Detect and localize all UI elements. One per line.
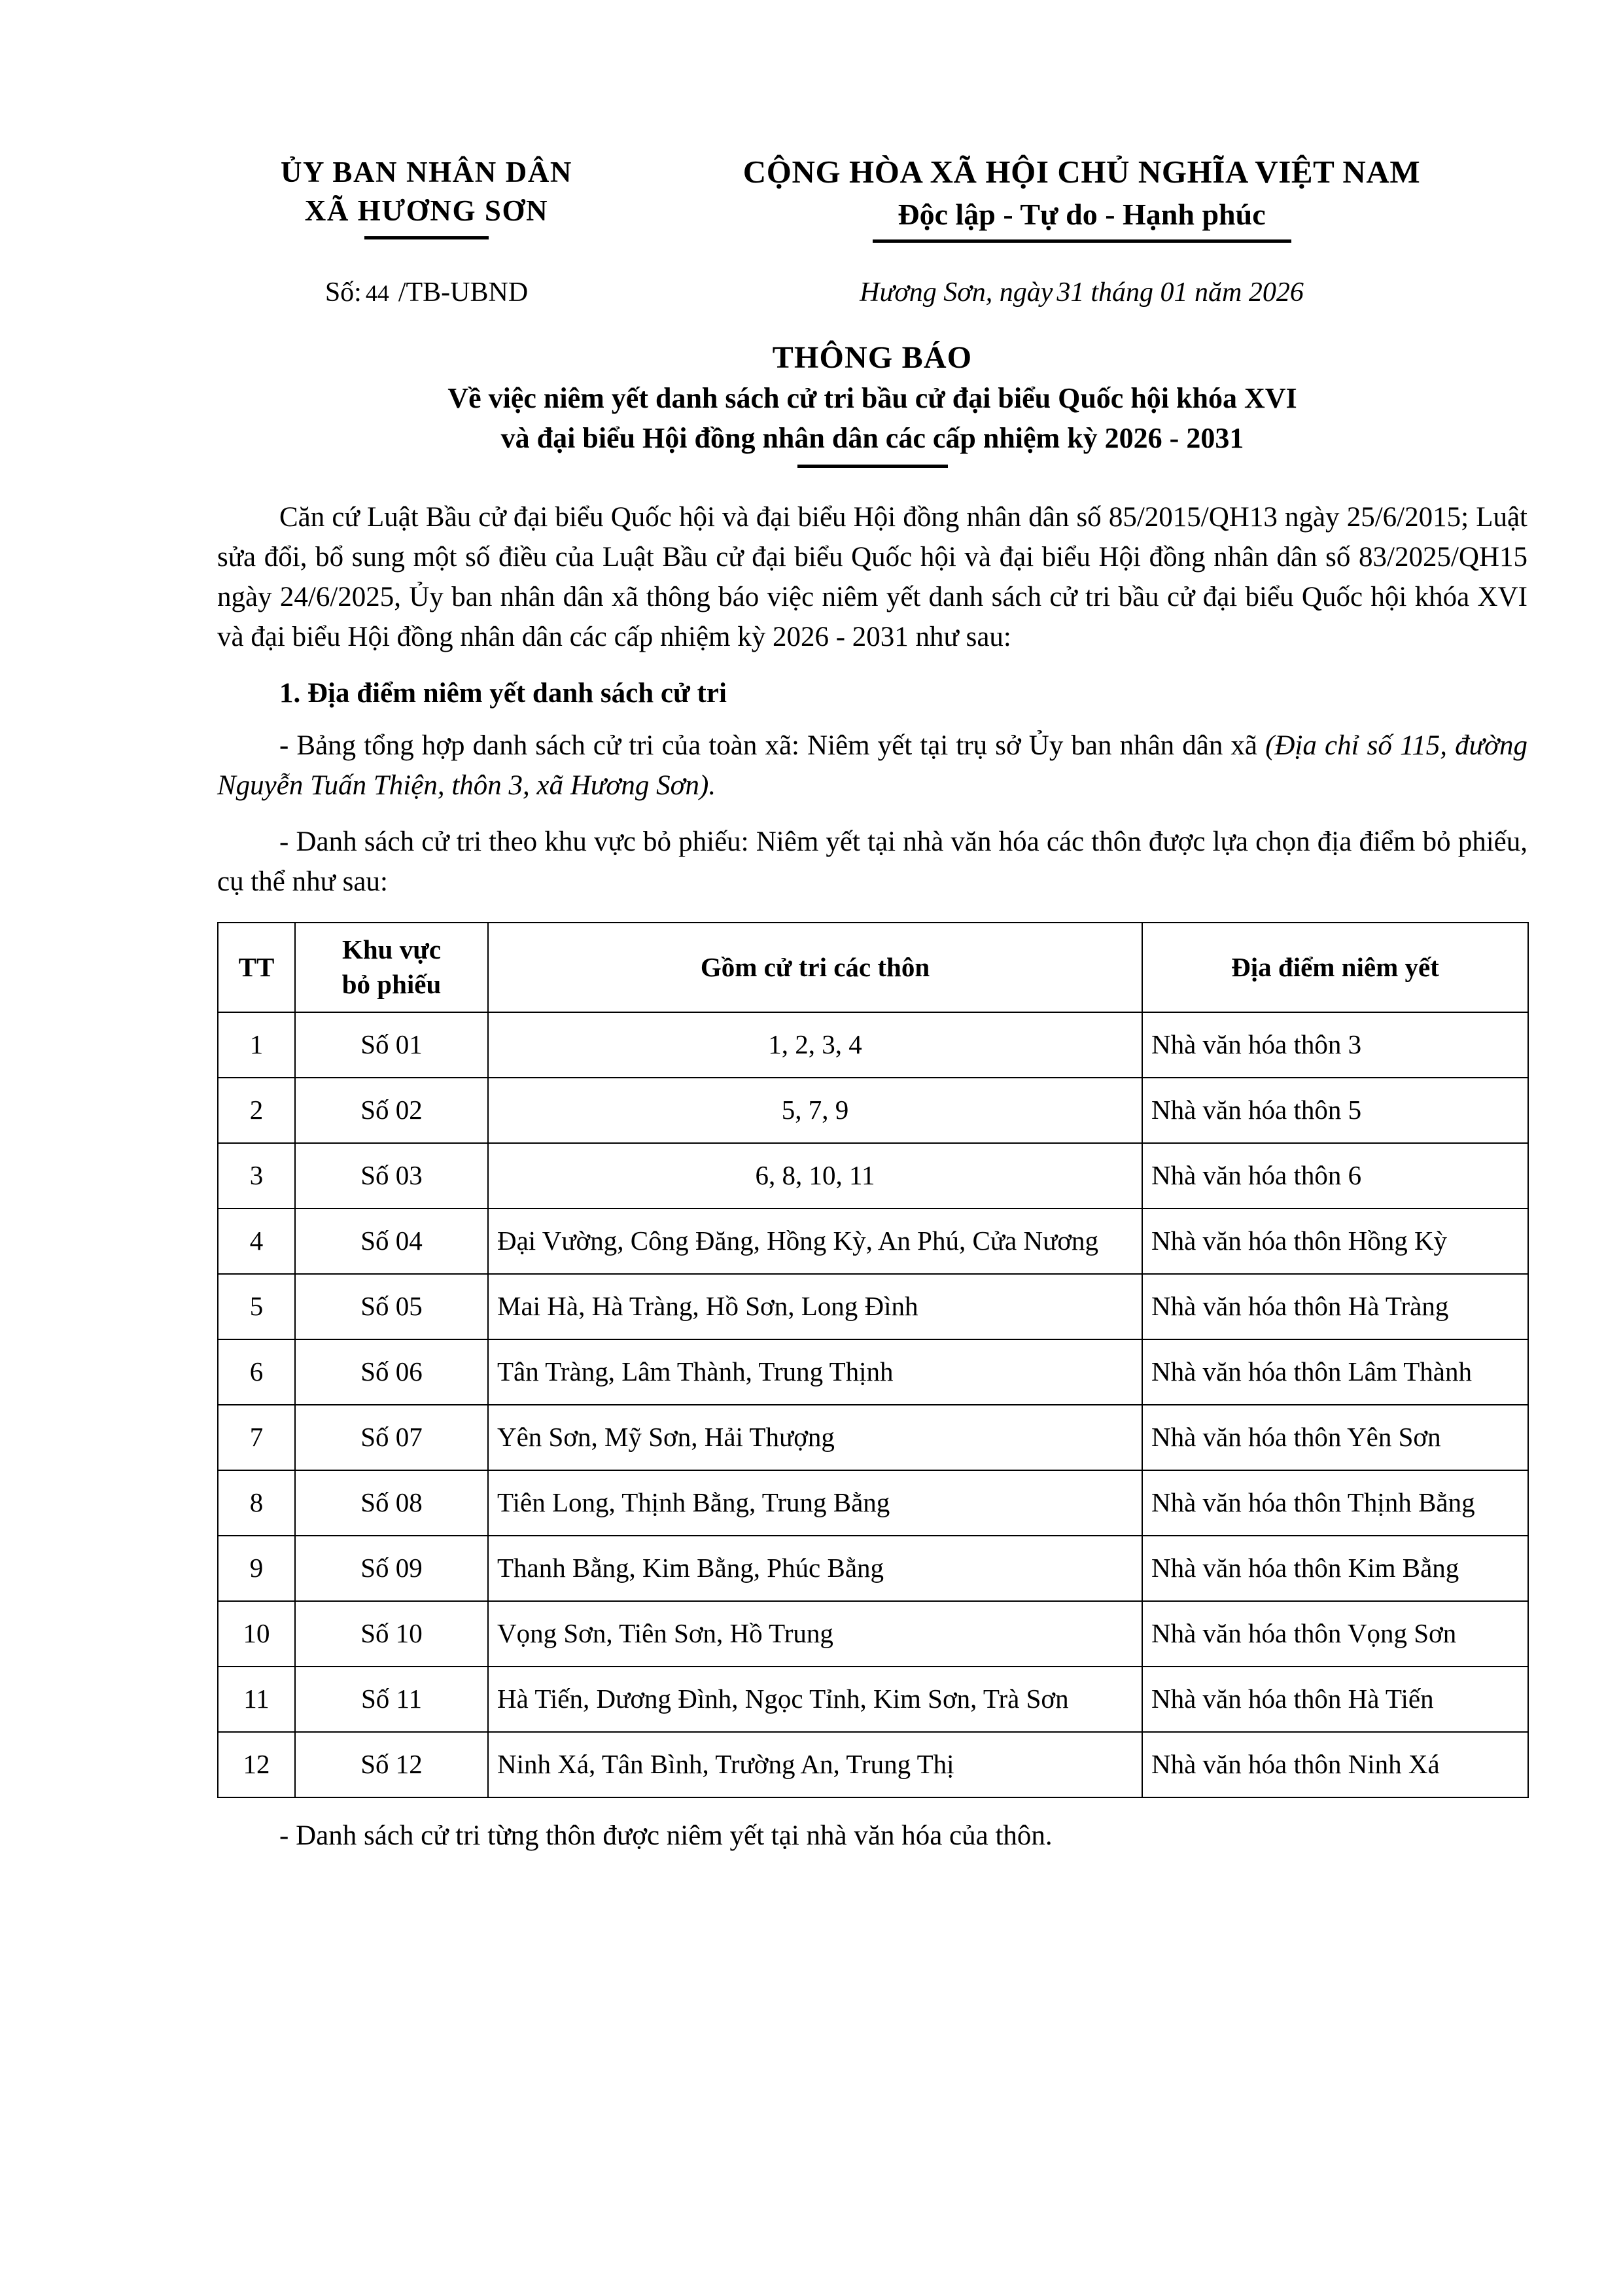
number-date-row [217,277,1527,308]
cell-voting-area: Số 08 [295,1470,488,1536]
table-row [218,1339,1528,1405]
document-number-prefix: Số: [324,277,362,308]
cell-villages: Tân Tràng, Lâm Thành, Trung Thịnh [488,1339,1142,1405]
cell-villages: Mai Hà, Hà Tràng, Hồ Sơn, Long Đình [488,1274,1142,1339]
cell-voting-area: Số 12 [295,1732,488,1797]
cell-tt: 8 [218,1470,295,1536]
cell-voting-area: Số 10 [295,1601,488,1667]
national-heading-block [636,152,1527,243]
closing-note: - Danh sách cử tri từng thôn được niêm yết tại nhà văn hóa của thôn. [279,1820,1053,1851]
cell-villages: Thanh Bằng, Kim Bằng, Phúc Bằng [488,1536,1142,1601]
issuing-authority-block [217,152,636,239]
cell-villages: 6, 8, 10, 11 [488,1143,1142,1209]
cell-tt: 6 [218,1339,295,1405]
bullet-item-commune-list [217,726,1527,806]
cell-villages: Yên Sơn, Mỹ Sơn, Hải Thượng [488,1405,1142,1470]
national-motto: Độc lập - Tự do - Hạnh phúc [898,197,1266,231]
cell-villages: 1, 2, 3, 4 [488,1012,1142,1078]
bullet-item-commune-address: (Địa chỉ số 115, đường Nguyễn Tuấn Thiện, thôn 3, xã Hương Sơn). [217,730,1527,801]
document-day-value: 31 [1056,277,1085,308]
document-title-block [217,338,1527,468]
cell-voting-area: Số 04 [295,1209,488,1274]
cell-villages: Tiên Long, Thịnh Bằng, Trung Bằng [488,1470,1142,1536]
document-date-suffix: tháng 01 năm 2026 [1091,277,1304,308]
cell-tt: 5 [218,1274,295,1339]
cell-villages: Đại Vường, Công Đăng, Hồng Kỳ, An Phú, Cửa Nương [488,1209,1142,1274]
cell-posting-location: Nhà văn hóa thôn Thịnh Bằng [1142,1470,1528,1536]
bullet-item-commune-text: Bảng tổng hợp danh sách cử tri của toàn xã: Niêm yết tại trụ sở Ủy ban nhân dân xã [288,730,1266,761]
cell-posting-location: Nhà văn hóa thôn Ninh Xá [1142,1732,1528,1797]
table-body [218,1012,1528,1797]
column-header-tt: TT [218,923,295,1012]
document-content [217,152,1527,1856]
table-row [218,1667,1528,1732]
cell-voting-area: Số 01 [295,1012,488,1078]
table-row [218,1209,1528,1274]
authority-underline-rule [364,236,489,239]
cell-tt: 1 [218,1012,295,1078]
table-row [218,1601,1528,1667]
cell-voting-area: Số 07 [295,1405,488,1470]
cell-tt: 2 [218,1078,295,1143]
title-underline-rule [797,465,948,468]
cell-posting-location: Nhà văn hóa thôn 6 [1142,1143,1528,1209]
column-header-voting-area [295,923,488,1012]
table-row [218,1732,1528,1797]
table-row [218,1470,1528,1536]
column-header-voting-area-line2: bỏ phiếu [341,969,442,1000]
table-row [218,1405,1528,1470]
document-number-value: 44 [365,279,389,306]
table-row [218,1078,1528,1143]
cell-posting-location: Nhà văn hóa thôn 5 [1142,1078,1528,1143]
cell-posting-location: Nhà văn hóa thôn Hà Tiến [1142,1667,1528,1732]
legal-basis-paragraph: Căn cứ Luật Bầu cử đại biểu Quốc hội và đại biểu Hội đồng nhân dân số 85/2015/QH13 ngày 25/6/2015; Luật sửa đổi, bổ sung một số điều của Luật Bầu cử đại biểu Quốc hội và đại biểu Hội đồng nhân dân số 83/2025/QH15 ngày 24/6/2025, Ủy ban nhân dân xã thông báo việc niêm yết danh sách cử tri bầu cử đại biểu Quốc hội khóa XVI và đại biểu Hội đồng nhân dân các cấp nhiệm kỳ 2026 - 2031 như sau: [217,502,1527,652]
cell-voting-area: Số 11 [295,1667,488,1732]
cell-tt: 12 [218,1732,295,1797]
table-row [218,1012,1528,1078]
column-header-posting-location: Địa điểm niêm yết [1142,923,1528,1012]
cell-posting-location: Nhà văn hóa thôn Kim Bằng [1142,1536,1528,1601]
cell-posting-location: Nhà văn hóa thôn Yên Sơn [1142,1405,1528,1470]
table-row [218,1274,1528,1339]
cell-posting-location: Nhà văn hóa thôn Vọng Sơn [1142,1601,1528,1667]
cell-posting-location: Nhà văn hóa thôn Hồng Kỳ [1142,1209,1528,1274]
cell-tt: 9 [218,1536,295,1601]
org-name-line1: ỦY BAN NHÂN DÂN [280,156,573,188]
document-subtitle-line2: và đại biểu Hội đồng nhân dân các cấp nhiệm kỳ 2026 - 2031 [500,422,1244,455]
document-title: THÔNG BÁO [772,340,973,375]
cell-posting-location: Nhà văn hóa thôn 3 [1142,1012,1528,1078]
document-body [217,498,1527,657]
column-header-villages: Gồm cử tri các thôn [488,923,1142,1012]
cell-voting-area: Số 03 [295,1143,488,1209]
bullet-dash-marker: - [279,730,289,761]
document-subtitle-line1: Về việc niêm yết danh sách cử tri bầu cử đại biểu Quốc hội khóa XVI [447,382,1297,415]
motto-underline-rule [873,239,1291,243]
cell-tt: 10 [218,1601,295,1667]
cell-villages: Vọng Sơn, Tiên Sơn, Hồ Trung [488,1601,1142,1667]
table-row [218,1143,1528,1209]
org-name-line2: XÃ HƯƠNG SƠN [304,194,549,227]
cell-tt: 3 [218,1143,295,1209]
document-header [217,152,1527,243]
table-header-row [218,923,1528,1012]
cell-voting-area: Số 05 [295,1274,488,1339]
cell-voting-area: Số 06 [295,1339,488,1405]
cell-villages: Ninh Xá, Tân Bình, Trường An, Trung Thị [488,1732,1142,1797]
cell-tt: 7 [218,1405,295,1470]
cell-villages: Hà Tiến, Dương Đình, Ngọc Tỉnh, Kim Sơn, Trà Sơn [488,1667,1142,1732]
document-number-suffix: /TB-UBND [398,277,529,308]
voting-area-table [217,922,1529,1798]
table-row [218,1536,1528,1601]
document-place-prefix: Hương Sơn, ngày [860,277,1053,308]
cell-posting-location: Nhà văn hóa thôn Lâm Thành [1142,1339,1528,1405]
cell-voting-area: Số 02 [295,1078,488,1143]
cell-villages: 5, 7, 9 [488,1078,1142,1143]
cell-voting-area: Số 09 [295,1536,488,1601]
cell-tt: 11 [218,1667,295,1732]
section-1-heading: 1. Địa điểm niêm yết danh sách cử tri [279,677,727,709]
cell-posting-location: Nhà văn hóa thôn Hà Tràng [1142,1274,1528,1339]
bullet-item-precinct-list: - Danh sách cử tri theo khu vực bỏ phiếu: Niêm yết tại nhà văn hóa các thôn được lựa chọn địa điểm bỏ phiếu, cụ thể như sau: [217,826,1527,898]
column-header-voting-area-line1: Khu vực [341,934,442,965]
table-header [218,923,1528,1012]
document-date [636,277,1527,308]
cell-tt: 4 [218,1209,295,1274]
national-title: CỘNG HÒA XÃ HỘI CHỦ NGHĨA VIỆT NAM [742,154,1421,190]
document-number [217,277,636,308]
